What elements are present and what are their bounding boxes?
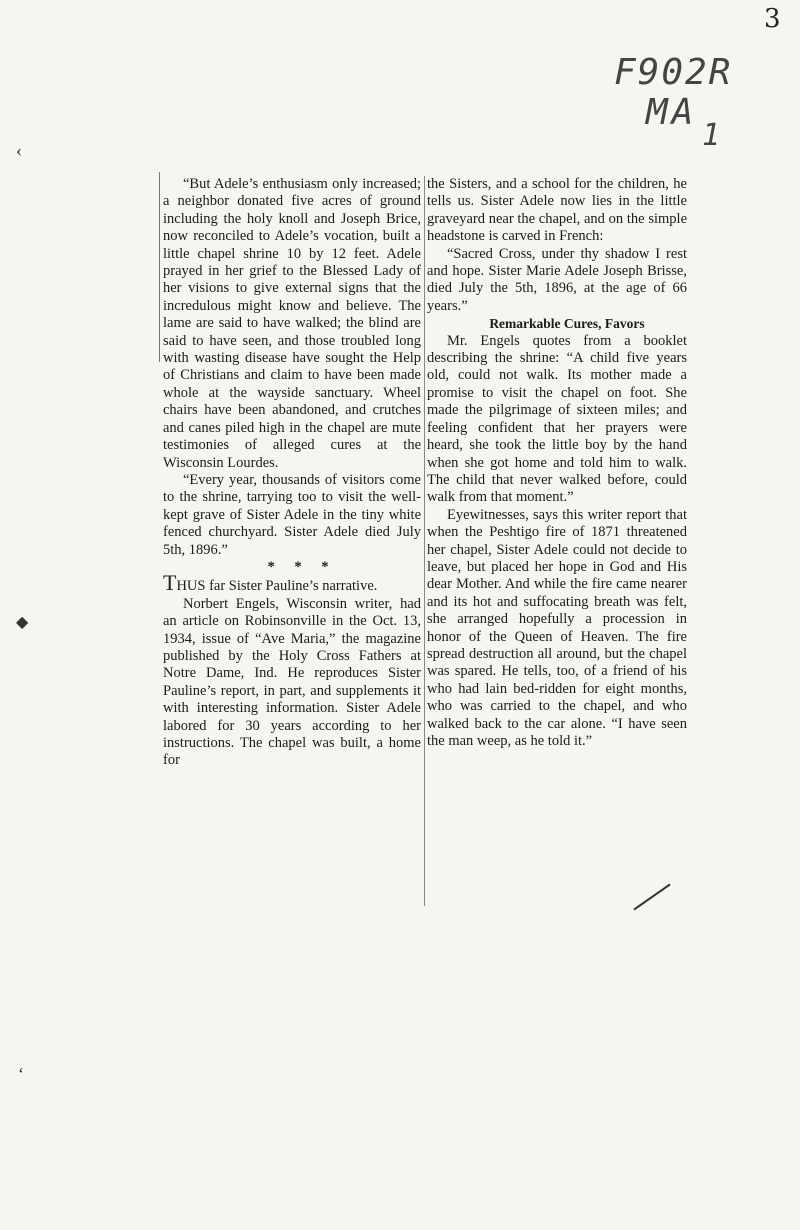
margin-mark-top: ‹ — [16, 140, 22, 160]
section-separator: * * * — [267, 558, 337, 575]
left-column — [163, 176, 421, 770]
right-paragraph-4: Eyewitnesses, says this writer report that when the Peshtigo fire of 1871 threatened her chapel, Sister Adele could not decide to leave, but placed her hope in God and His dear Mother. And while the fire came nearer and its hot and suffocating breath was felt, she arranged hopefully a procession in honor of the Queen of Heaven. The fire spread destruction all around, but the chapel was spared. He tells, too, of a friend of his who had lain bed-ridden for eight months, who was carried to the chapel, and who walked back to the car alone. “I have seen the man weep, as he told it.” — [427, 506, 687, 749]
page-number: 3 — [764, 4, 781, 34]
margin-mark-middle: ◆ — [16, 614, 29, 631]
left-paragraph-1: “But Adele’s enthusiasm only increased; a neighbor donated five acres of ground including the holy knoll and Joseph Brice, now reconciled to Adele’s vocation, built a little chapel shrine 10 by 12 feet. Adele prayed in her grief to the Blessed Lady of her visions to give external signs that the incredulous might know and believe. The lame are said to have walked; the blind are said to have seen, and those troubled long with wasting disease have sought the Help of Christians and claim to have been made whole at the wayside sanctuary. Wheel chairs have been abandoned, and crutches and canes piled high in the chapel are mute testimonies of alleged cures at the Wisconsin Lourdes. — [163, 176, 421, 471]
handwritten-initials: MA — [646, 92, 698, 133]
left-paragraph-2: “Every year, thousands of visitors come to the shrine, tarrying too to visit the well-kept grave of Sister Adele in the tiny white fenced churchyard. Sister Adele died July 5th, 1896.” — [163, 471, 421, 558]
margin-mark-bottom: ‘ — [18, 1064, 24, 1084]
left-paragraph-3: Norbert Engels, Wisconsin writer, had an article on Robinsonville in the Oct. 13, 1934, issue of “Ave Maria,” the magazine published by the Holy Cross Fathers at Notre Dame, Ind. He reproduces Sister Pauline’s report, in part, and supplements it with interesting information. Sister Adele labored for 30 years according to her instructions. The chapel was built, a home for — [163, 595, 421, 769]
pen-stroke-mark — [633, 884, 670, 911]
handwritten-number: 1 — [702, 118, 721, 153]
narrative-end-text: HUS far Sister Pauline’s narrative. — [176, 578, 378, 595]
subheading: Remarkable Cures, Favors — [489, 316, 645, 332]
right-paragraph-3: Mr. Engels quotes from a booklet describing the shrine: “A child five years old, could not walk. Its mother made a promise to visit the chapel on foot. She made the pilgrimage of sixteen miles; and feeling confident that her prayers were heard, she took the little boy by the hand when she got home and told him to walk. The child that never walked before, could walk from that moment.” — [427, 332, 687, 506]
handwritten-catalog-code: F902R — [614, 52, 733, 93]
dropcap-letter: T — [163, 570, 177, 596]
right-paragraph-1: the Sisters, and a school for the children, he tells us. Sister Adele now lies in the little graveyard near the chapel, and on the simple headstone is carved in French: — [427, 176, 687, 245]
clipping-edge-left — [159, 172, 160, 362]
narrative-end-line — [163, 570, 421, 596]
right-paragraph-2: “Sacred Cross, under thy shadow I rest and hope. Sister Marie Adele Joseph Brisse, died July the 5th, 1896, at the age of 66 years.” — [427, 245, 687, 314]
right-column — [427, 176, 687, 750]
column-divider — [424, 176, 425, 906]
